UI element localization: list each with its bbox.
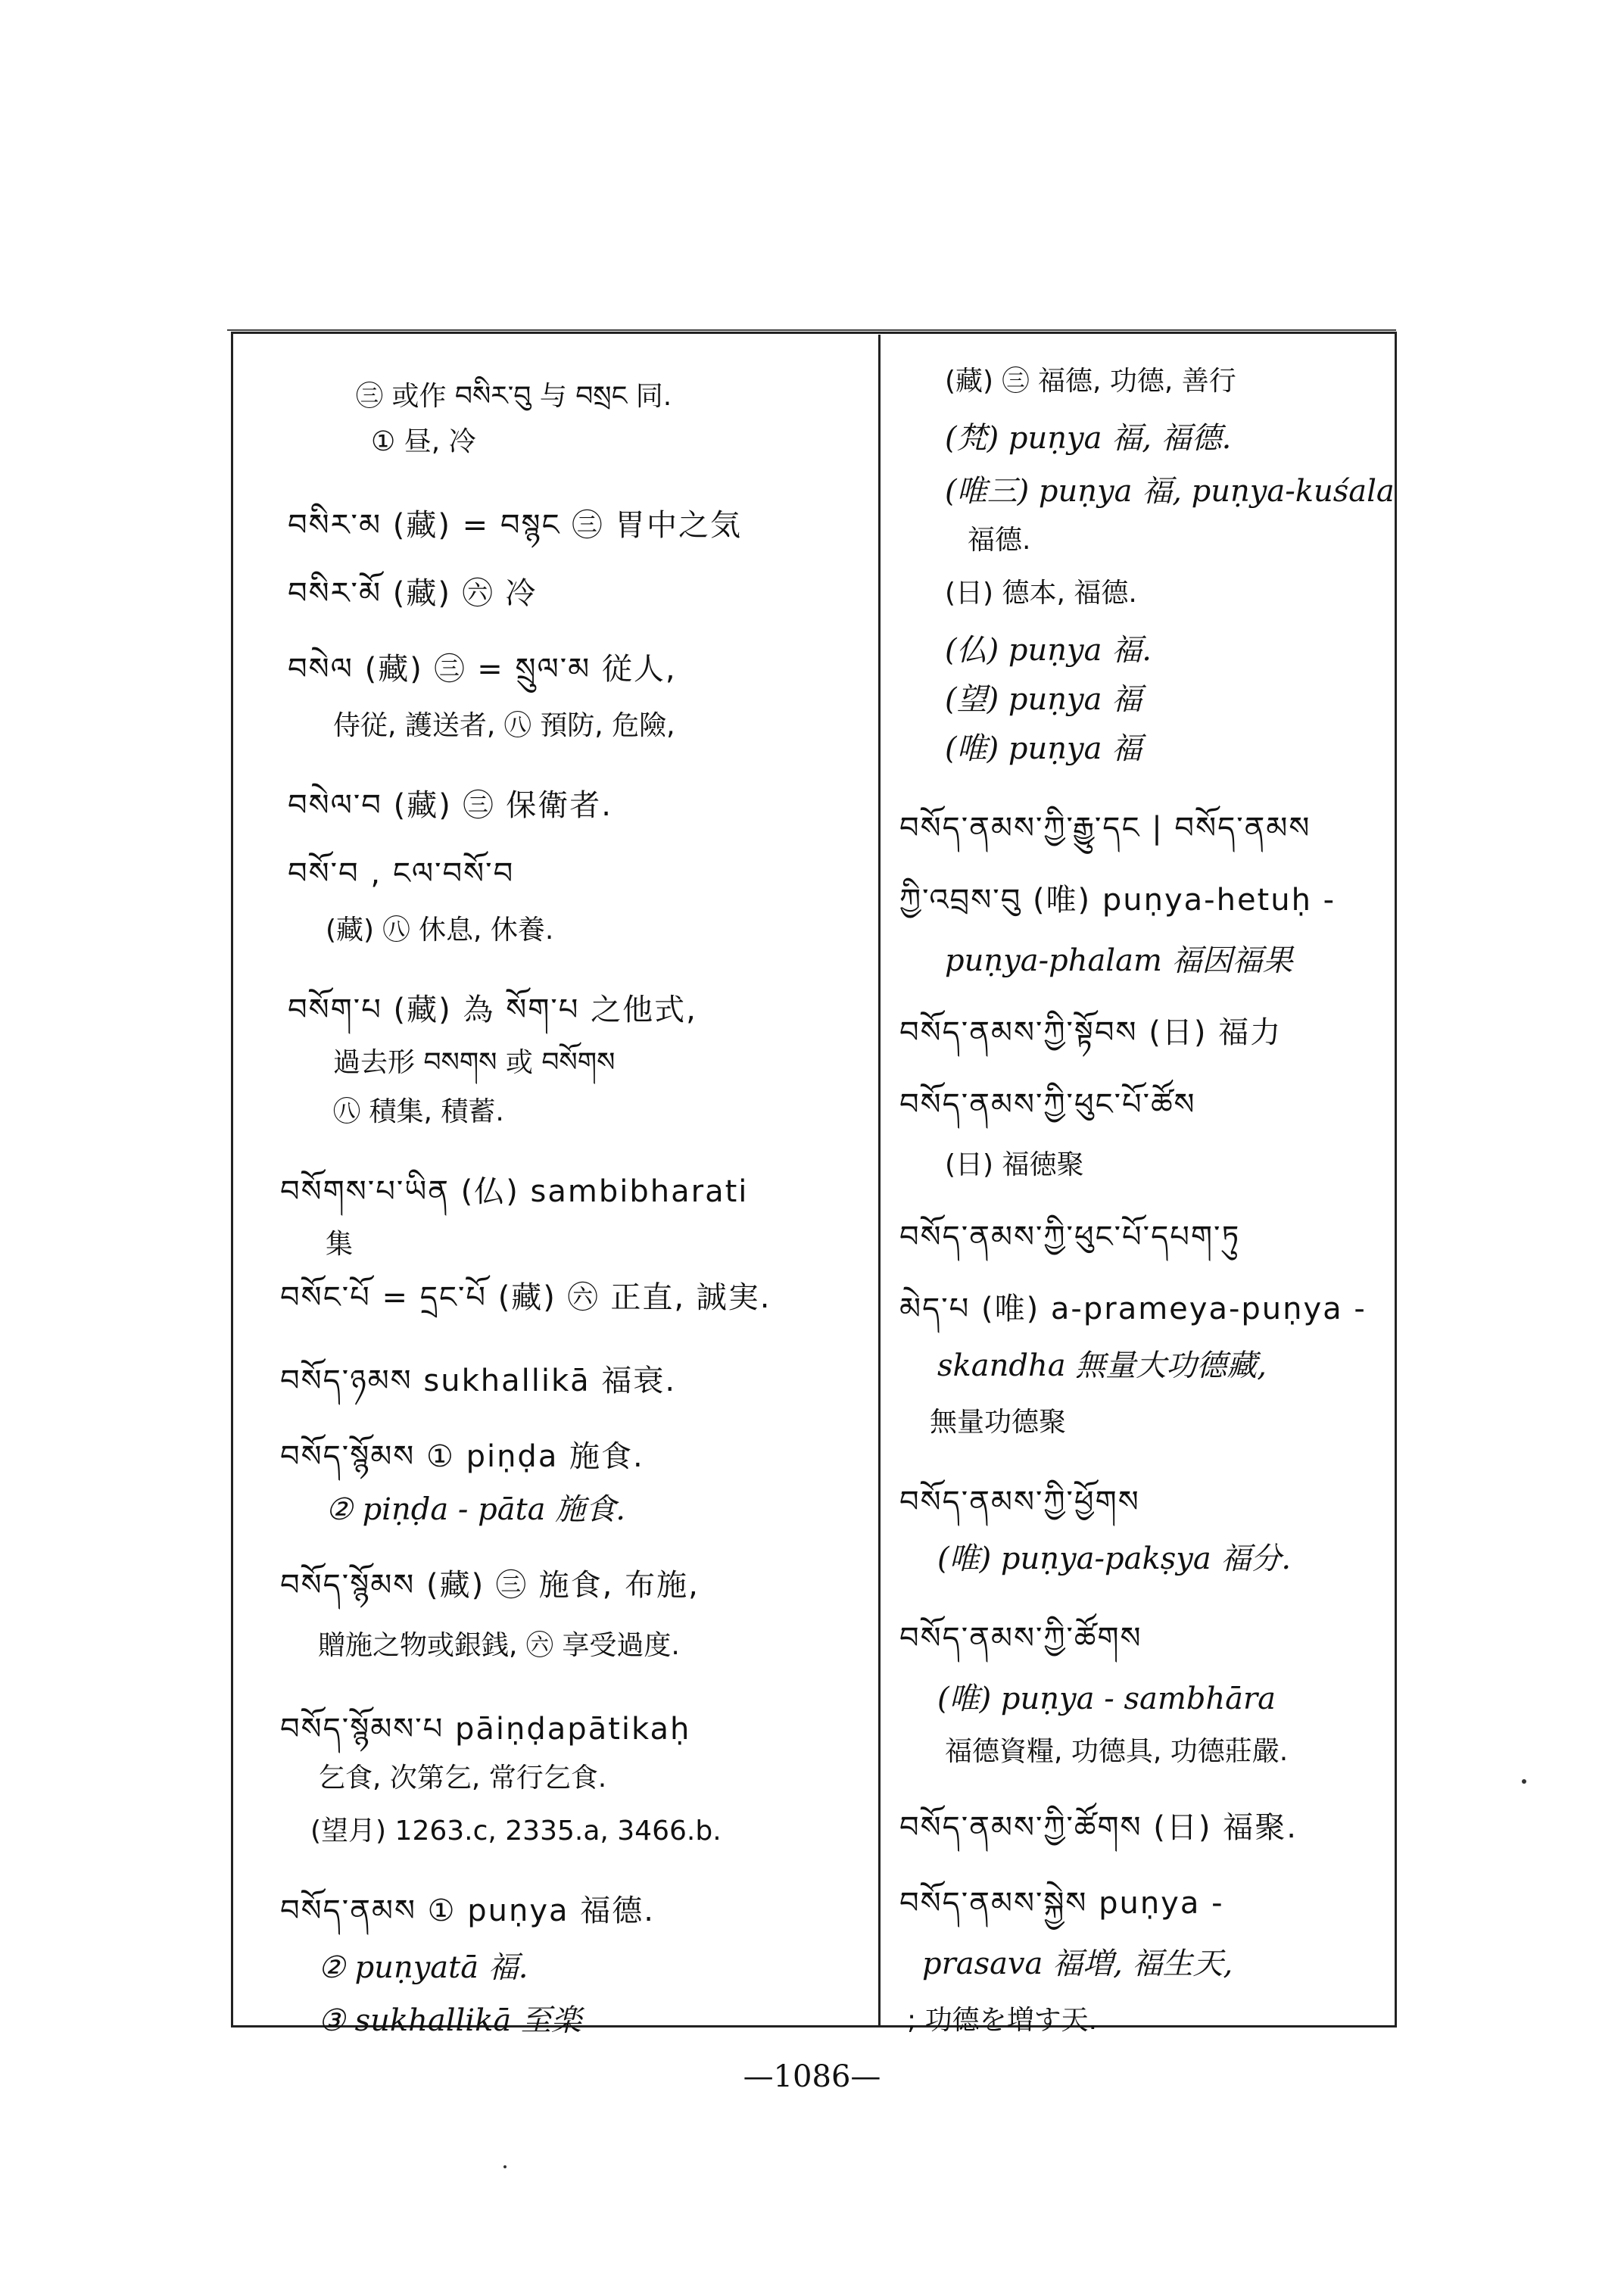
- entry-line: prasava 福増, 福生天,: [922, 1946, 1233, 1981]
- entry-line: puṇya-phalam 福因福果: [945, 943, 1293, 978]
- entry-headword-line: བསིར་མོ (藏) ㊅ 冷: [288, 576, 538, 611]
- entry-line: (藏) ㊂ 福德, 功德, 善行: [945, 366, 1236, 397]
- entry-headword-line: བསོགས་པ་ཡིན (仏) sambibharati: [280, 1174, 749, 1209]
- entry-line: (唯) puṇya 福: [945, 731, 1142, 766]
- entry-headword-line: བསོད་ཉམས sukhallikā 福衰.: [280, 1364, 677, 1398]
- entry-line: ② piṇḍa - pāta 施食.: [326, 1492, 625, 1527]
- entry-headword-line: མེད་པ (唯) a-prameya-puṇya -: [899, 1292, 1367, 1326]
- entry-line: (望月) 1263.c, 2335.a, 3466.b.: [310, 1816, 722, 1847]
- entry-line: 福德資糧, 功德具, 功德莊嚴.: [945, 1736, 1289, 1767]
- entry-headword-line: བསོད་ནམས་སྐྱེས puṇya -: [899, 1886, 1224, 1921]
- entry-line: (日) 德本, 福德.: [945, 578, 1137, 609]
- entry-headword-line: བསོད་སྙོམས ① piṇḍa 施食.: [280, 1439, 644, 1474]
- entry-headword-line: བསོ་བ , ངལ་བསོ་བ: [288, 856, 515, 891]
- entry-line: 贈施之物或銀銭, ㊅ 享受過度.: [318, 1630, 680, 1661]
- entry-line: (唯) puṇya - sambhāra: [937, 1682, 1276, 1716]
- entry-line: 無量功德聚: [930, 1407, 1067, 1438]
- entry-headword-line: བསོད་སྙོམས་པ pāiṇḍapātikaḥ: [280, 1712, 691, 1747]
- entry-line: ② puṇyatā 福.: [318, 1950, 528, 1985]
- entry-headword-line: བསེལ (藏) ㊂ = སྲུལ་མ 従人,: [288, 652, 677, 687]
- page-number: —1086—: [743, 2059, 881, 2094]
- entry-line: 集: [326, 1229, 354, 1260]
- entry-line: (唯三) puṇya 福, puṇya-kuśala: [945, 474, 1395, 509]
- entry-line: (唯) puṇya-pakṣya 福分.: [937, 1541, 1292, 1576]
- scan-speck: [503, 2165, 507, 2168]
- entry-headword-line: བསོད་ནམས་ཀྱི་ཕྱོགས: [899, 1485, 1140, 1519]
- entry-headword-line: བསིར་མ (藏) = བསྙང ㊂ 胃中之気: [288, 508, 743, 543]
- entry-headword-line: བསེལ་བ (藏) ㊂ 保衛者.: [288, 788, 613, 823]
- entry-headword-line: བསོག་པ (藏) 為 སོག་པ 之他式,: [288, 993, 697, 1027]
- entry-headword-line: བསོད་ནམས་ཀྱི་རྒྱུ་དང | བསོད་ནམས: [899, 811, 1311, 846]
- entry-line: 乞食, 次第乞, 常行乞食.: [318, 1763, 607, 1794]
- entry-headword-line: བསོད་ནམས་ཀྱི་ཚོགས (日) 福聚.: [899, 1810, 1298, 1845]
- entry-line: (仏) puṇya 福.: [945, 633, 1152, 668]
- entry-headword-line: བསོད་ནམས ① puṇya 福德.: [280, 1893, 655, 1928]
- entry-line: ① 昼, 冷: [371, 426, 476, 457]
- entry-headword-line: བསོང་པོ = དྲང་པོ (藏) ㊅ 正直, 誠実.: [280, 1280, 771, 1315]
- entry-headword-line: བསོད་ནམས་ཀྱི་སྟོབས (日) 福力: [899, 1015, 1283, 1050]
- entry-line: ③ sukhallikā 至楽: [318, 2003, 581, 2038]
- entry-line: skandha 無量大功德藏,: [937, 1348, 1267, 1383]
- entry-line: (梵) puṇya 福, 福德.: [945, 421, 1232, 456]
- scan-speck: [1522, 1779, 1526, 1784]
- entry-line: (日) 福徳聚: [945, 1149, 1084, 1180]
- entry-line: 侍従, 護送者, ㊇ 預防, 危險,: [333, 710, 675, 741]
- column-divider: [878, 335, 881, 2026]
- entry-headword-line: བསོད་ནམས་ཀྱི་ཕུང་པོ་དཔག་ཏུ: [899, 1220, 1241, 1255]
- entry-line: ㊂ 或作 བསིར་བུ 与 བསྲང 同.: [356, 381, 672, 412]
- entry-headword-line: བསོད་སྙོམས (藏) ㊂ 施食, 布施,: [280, 1568, 700, 1603]
- entry-line: ; 功德を増す天.: [907, 2005, 1098, 2036]
- entry-line: (望) puṇya 福: [945, 682, 1142, 717]
- entry-line: 過去形 བསགས 或 བསོགས: [333, 1047, 616, 1078]
- entry-line: 福德.: [968, 525, 1031, 556]
- entry-headword-line: ཀྱི་འབྲས་བུ (唯) puṇya-hetuḥ -: [899, 883, 1336, 918]
- entry-line: (藏) ㊇ 休息, 休養.: [326, 915, 554, 946]
- entry-line: ㊇ 積集, 積蓄.: [333, 1096, 504, 1127]
- entry-headword-line: བསོད་ནམས་ཀྱི་ཕུང་པོ་ཚོས: [899, 1087, 1196, 1122]
- entry-headword-line: བསོད་ནམས་ཀྱི་ཚོགས: [899, 1621, 1142, 1656]
